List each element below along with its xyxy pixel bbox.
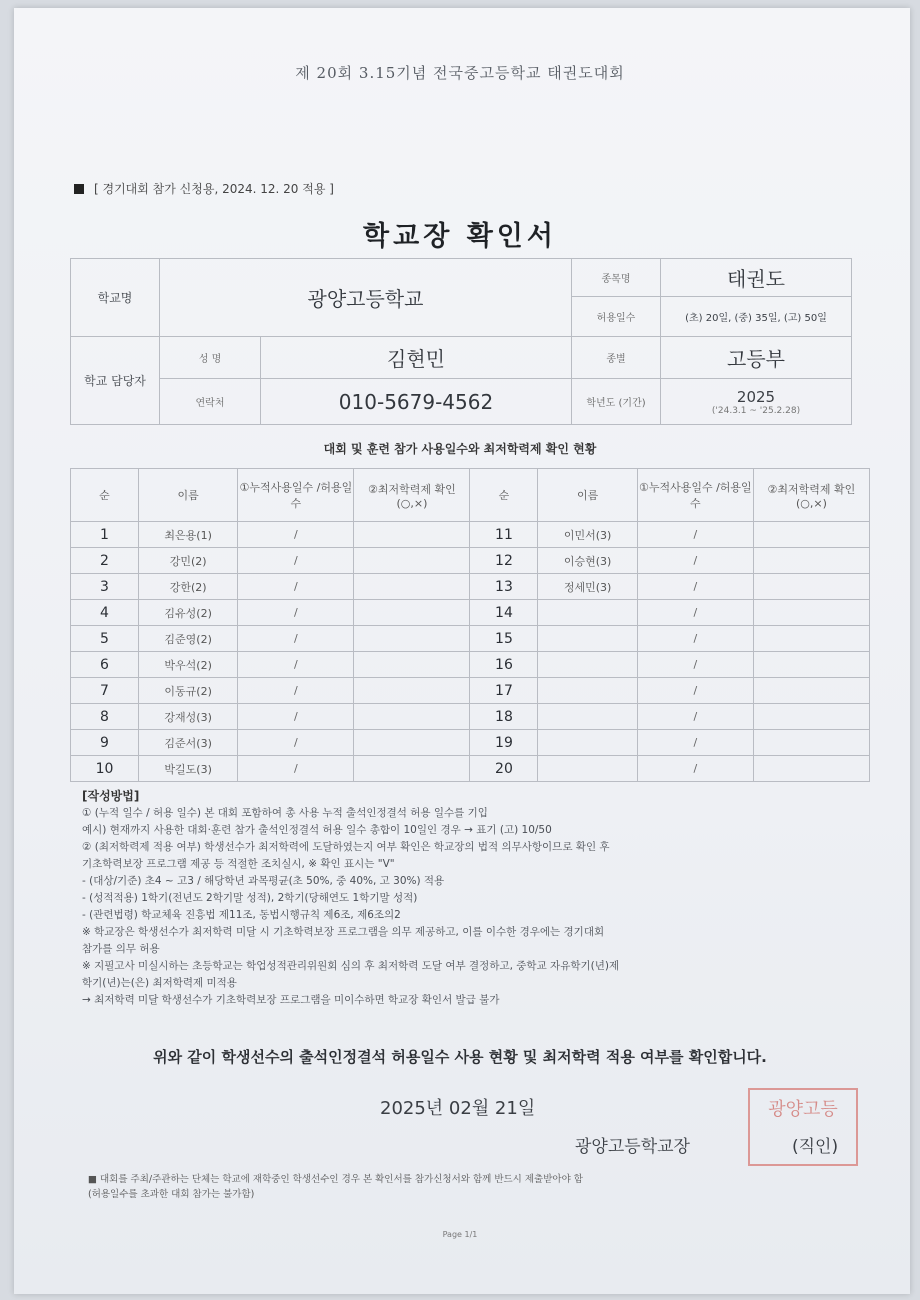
min-grade-check xyxy=(354,600,470,626)
used-days: / xyxy=(238,756,354,782)
used-days: / xyxy=(238,704,354,730)
participation-table xyxy=(70,468,870,782)
staff-label: 학교 담당자 xyxy=(71,337,160,425)
min-grade-check xyxy=(354,548,470,574)
used-days: / xyxy=(637,678,753,704)
instruction-line: ※ 지필고사 미실시하는 초등학교는 학업성적관리위원회 심의 후 최저학력 도달 여부 결정하고, 중학교 자유학기(년)제 xyxy=(82,960,620,972)
col-check: ②최저학력제 확인(○,×) xyxy=(753,469,869,522)
school-name: 광양고등학교 xyxy=(160,259,572,337)
used-days: / xyxy=(637,548,753,574)
student-name xyxy=(538,678,637,704)
form-note xyxy=(74,180,334,197)
instruction-line: - (대상/기준) 초4 ~ 고3 / 해당학년 과목평균(초 50%, 중 40%, 고 30%) 적용 xyxy=(82,875,445,887)
event-title: 제 20회 3.15기념 전국중고등학교 태권도대회 xyxy=(295,64,625,82)
used-days: / xyxy=(637,600,753,626)
allowed-days-label: 허용일수 xyxy=(572,297,661,337)
used-days: / xyxy=(637,574,753,600)
row-number: 6 xyxy=(71,652,139,678)
footnote-line: ■ 대회를 주최/주관하는 단체는 학교에 재학중인 학생선수인 경우 본 확인서를 참가신청서와 함께 반드시 제출받아야 함 xyxy=(88,1174,583,1185)
row-number: 9 xyxy=(71,730,139,756)
row-number: 15 xyxy=(470,626,538,652)
table-row xyxy=(71,626,870,652)
student-name: 김준서(3) xyxy=(138,730,237,756)
used-days: / xyxy=(637,652,753,678)
school-year-cell xyxy=(661,379,852,425)
student-name: 강재성(3) xyxy=(138,704,237,730)
instruction-line: 기초학력보장 프로그램 제공 등 적절한 조치실시, ※ 확인 표시는 "V" xyxy=(82,858,395,870)
min-grade-check xyxy=(354,574,470,600)
confirmation-statement: 위와 같이 학생선수의 출석인정결석 허용일수 사용 현황 및 최저학력 적용 여부를 확인합니다. xyxy=(153,1048,767,1066)
info-table xyxy=(70,258,852,425)
student-name: 김준영(2) xyxy=(138,626,237,652)
row-number: 2 xyxy=(71,548,139,574)
used-days: / xyxy=(238,652,354,678)
table-row xyxy=(71,678,870,704)
participation-rows xyxy=(71,522,870,782)
row-number: 3 xyxy=(71,574,139,600)
footnote xyxy=(88,1172,888,1202)
table-row xyxy=(71,600,870,626)
used-days: / xyxy=(637,756,753,782)
table-title: 대회 및 훈련 참가 사용일수와 최저학력제 확인 현황 xyxy=(323,442,597,456)
row-number: 11 xyxy=(470,522,538,548)
min-grade-check xyxy=(753,704,869,730)
min-grade-check xyxy=(753,626,869,652)
table-row xyxy=(71,652,870,678)
min-grade-check xyxy=(354,704,470,730)
student-name: 이승현(3) xyxy=(538,548,637,574)
school-label: 학교명 xyxy=(71,259,160,337)
row-number: 13 xyxy=(470,574,538,600)
row-number: 10 xyxy=(71,756,139,782)
min-grade-check xyxy=(753,678,869,704)
school-year-period: ('24.3.1 ~ '25.2.28) xyxy=(711,405,801,416)
min-grade-check xyxy=(753,574,869,600)
instruction-line: - (성적적용) 1학기(전년도 2학기말 성적), 2학기(당해연도 1학기말 성적) xyxy=(82,892,418,904)
seal-text: 광양고등 xyxy=(768,1099,838,1120)
table-row xyxy=(71,730,870,756)
col-name: 이름 xyxy=(138,469,237,522)
contact-value: 010-5679-4562 xyxy=(261,379,572,425)
instruction-line: ① (누적 일수 / 허용 일수) 본 대회 포함하여 총 사용 누적 출석인정결석 허용 일수를 기입 xyxy=(82,807,488,819)
min-grade-check xyxy=(753,548,869,574)
row-number: 14 xyxy=(470,600,538,626)
table-row xyxy=(71,704,870,730)
min-grade-check xyxy=(753,522,869,548)
instruction-line: - (관련법령) 학교체육 진흥법 제11조, 동법시행규칙 제6조, 제6조의2 xyxy=(82,909,401,921)
student-name: 이동규(2) xyxy=(138,678,237,704)
page-number: Page 1/1 xyxy=(442,1230,478,1239)
student-name xyxy=(538,730,637,756)
used-days: / xyxy=(238,574,354,600)
min-grade-check xyxy=(354,756,470,782)
used-days: / xyxy=(238,730,354,756)
min-grade-check xyxy=(354,626,470,652)
student-name xyxy=(538,652,637,678)
student-name: 이민서(3) xyxy=(538,522,637,548)
used-days: / xyxy=(637,626,753,652)
form-note-text: [ 경기대회 참가 신청용, 2024. 12. 20 적용 ] xyxy=(94,182,334,196)
student-name xyxy=(538,704,637,730)
name-label: 성 명 xyxy=(160,337,261,379)
instruction-line: 학기(년)는(은) 최저학력제 미적용 xyxy=(82,977,237,989)
student-name: 박길도(3) xyxy=(138,756,237,782)
min-grade-check xyxy=(354,678,470,704)
student-name: 강민(2) xyxy=(138,548,237,574)
col-seq: 순 xyxy=(470,469,538,522)
table-row xyxy=(71,756,870,782)
min-grade-check xyxy=(753,600,869,626)
document-title: 학교장 확인서 xyxy=(363,221,557,252)
division-value: 고등부 xyxy=(661,337,852,379)
row-number: 4 xyxy=(71,600,139,626)
row-number: 16 xyxy=(470,652,538,678)
student-name: 최은용(1) xyxy=(138,522,237,548)
row-number: 5 xyxy=(71,626,139,652)
min-grade-check xyxy=(753,652,869,678)
min-grade-check xyxy=(354,652,470,678)
col-days: ①누적사용일수 /허용일수 xyxy=(238,469,354,522)
table-row xyxy=(71,548,870,574)
row-number: 8 xyxy=(71,704,139,730)
student-name: 강한(2) xyxy=(138,574,237,600)
used-days: / xyxy=(637,704,753,730)
allowed-days-value: (초) 20일, (중) 35일, (고) 50일 xyxy=(661,297,852,337)
used-days: / xyxy=(238,600,354,626)
footnote-line: (허용일수를 초과한 대회 참가는 불가함) xyxy=(88,1189,255,1200)
min-grade-check xyxy=(354,730,470,756)
instruction-line: 참가를 의무 허용 xyxy=(82,943,160,955)
instructions-lines xyxy=(82,805,882,1009)
row-number: 7 xyxy=(71,678,139,704)
seal-label: (직인) xyxy=(792,1137,839,1157)
row-number: 1 xyxy=(71,522,139,548)
school-year-label: 학년도 (기간) xyxy=(572,379,661,425)
used-days: / xyxy=(238,678,354,704)
used-days: / xyxy=(238,626,354,652)
used-days: / xyxy=(238,522,354,548)
col-seq: 순 xyxy=(71,469,139,522)
student-name: 박우석(2) xyxy=(138,652,237,678)
issue-date: 2025년 02월 21일 xyxy=(380,1098,536,1119)
student-name xyxy=(538,756,637,782)
instruction-line: ※ 학교장은 학생선수가 최저학력 미달 시 기초학력보장 프로그램을 의무 제공하고, 이를 이수한 경우에는 경기대회 xyxy=(82,926,605,938)
col-days: ①누적사용일수 /허용일수 xyxy=(637,469,753,522)
instructions-heading: [작성방법] xyxy=(82,789,140,803)
bullet-square-icon xyxy=(74,184,84,194)
used-days: / xyxy=(238,548,354,574)
instruction-line: 예시) 현재까지 사용한 대회·훈련 참가 출석인정결석 허용 일수 총합이 10일인 경우 → 표기 (고) 10/50 xyxy=(82,824,552,836)
staff-name: 김현민 xyxy=(261,337,572,379)
row-number: 18 xyxy=(470,704,538,730)
school-year-value: 2025 xyxy=(736,387,776,406)
student-name xyxy=(538,600,637,626)
sport-value: 태권도 xyxy=(661,259,852,297)
min-grade-check xyxy=(753,756,869,782)
writing-instructions xyxy=(82,788,882,1009)
row-number: 20 xyxy=(470,756,538,782)
table-row xyxy=(71,574,870,600)
row-number: 12 xyxy=(470,548,538,574)
student-name: 정세민(3) xyxy=(538,574,637,600)
min-grade-check xyxy=(753,730,869,756)
instruction-line: ② (최저학력제 적용 여부) 학생선수가 최저학력에 도달하였는지 여부 확인은 학교장의 법적 의무사항이므로 확인 후 xyxy=(82,841,610,853)
used-days: / xyxy=(637,730,753,756)
contact-label: 연락처 xyxy=(160,379,261,425)
signer-title: 광양고등학교장 xyxy=(575,1137,690,1157)
col-check: ②최저학력제 확인(○,×) xyxy=(354,469,470,522)
min-grade-check xyxy=(354,522,470,548)
division-label: 종별 xyxy=(572,337,661,379)
row-number: 17 xyxy=(470,678,538,704)
student-name xyxy=(538,626,637,652)
table-row xyxy=(71,522,870,548)
student-name: 김유성(2) xyxy=(138,600,237,626)
sport-label: 종목명 xyxy=(572,259,661,297)
row-number: 19 xyxy=(470,730,538,756)
used-days: / xyxy=(637,522,753,548)
col-name: 이름 xyxy=(538,469,637,522)
instruction-line: → 최저학력 미달 학생선수가 기초학력보장 프로그램을 미이수하면 학교장 확인서 발급 불가 xyxy=(82,994,500,1006)
